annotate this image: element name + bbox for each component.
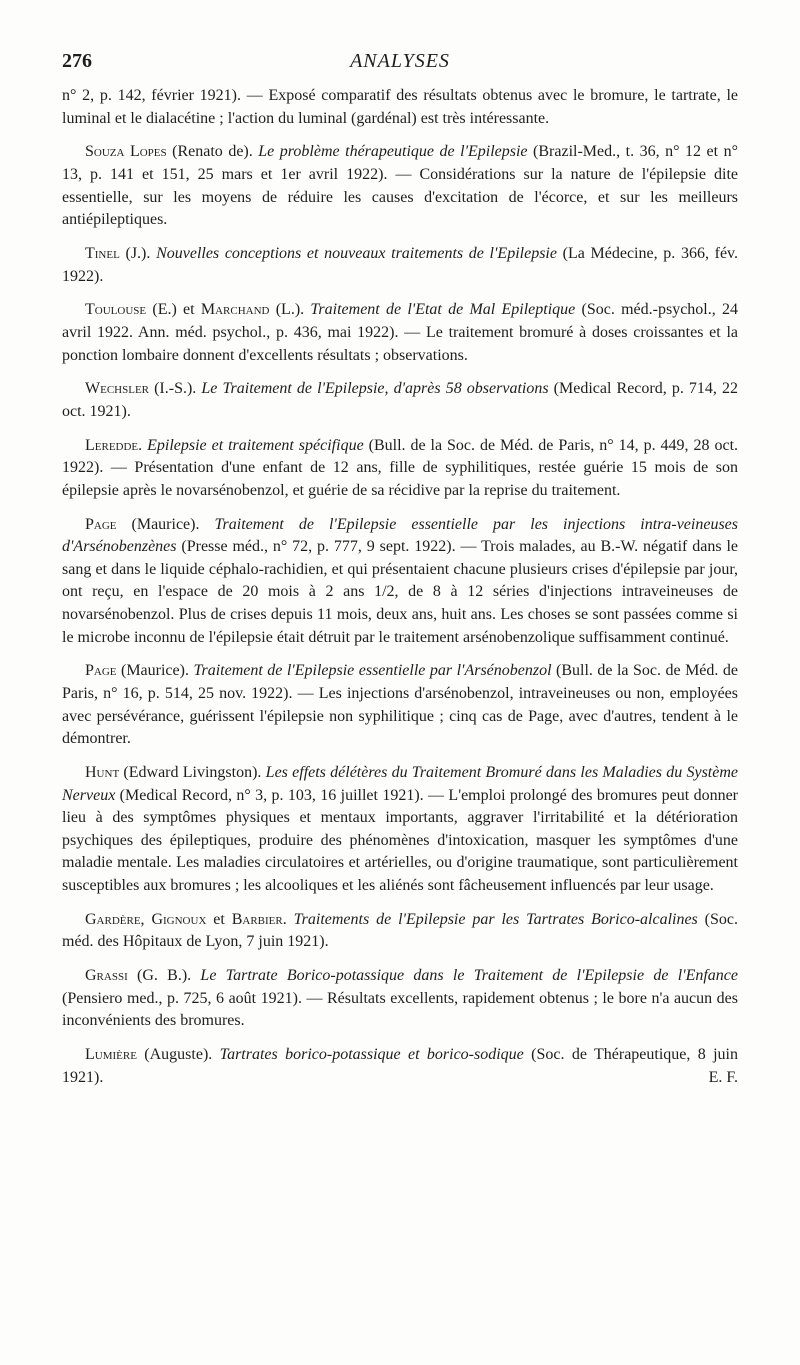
bibliography-entry bbox=[62, 965, 738, 1033]
bibliography-entry bbox=[62, 141, 738, 231]
entry-text: (La Médecine, p. 366, fév. 1922). bbox=[62, 244, 738, 285]
entry-author: Grassi bbox=[85, 967, 128, 985]
entry-name-part: (E.) et bbox=[146, 301, 201, 319]
bibliography-entry bbox=[62, 514, 738, 650]
entry-title: Nouvelles conceptions et nouveaux traitements de l'Epilepsie bbox=[156, 244, 557, 262]
entry-author: Wechsler bbox=[85, 380, 149, 398]
entry-title: Traitements de l'Epilepsie par les Tartrates Borico-alcalines bbox=[293, 910, 698, 928]
bibliography-entry bbox=[62, 762, 738, 898]
entry-author: Page bbox=[85, 515, 117, 533]
entry-text: (Medical Record, n° 3, p. 103, 16 juillet 1921). — L'emploi prolongé des bromures peut donner lieu à des symptômes physiques et mentaux importants, aggraver l'irritabilité et la détérioration psychiques des épileptiques, produire des phénomènes d'intoxication, masquer les symptômes d'une maladie mentale. Les maladies circulatoires et artérielles, ou d'origine traumatique, sont particulièrement susceptibles aux bromures ; les alcooliques et les aliénés sont fâcheusement influencés par leur usage. bbox=[62, 786, 738, 894]
entry-text: (Soc. méd.-psychol., 24 avril 1922. Ann. méd. psychol., p. 436, mai 1922). — Le traitement bromuré à doses croissantes et la ponction lombaire donnent d'excellents résultats ; observations. bbox=[62, 301, 738, 364]
entry-author: Toulouse bbox=[85, 301, 147, 319]
bibliography-entry bbox=[62, 909, 738, 954]
bibliography-list bbox=[62, 85, 738, 1100]
bibliography-entry bbox=[62, 660, 738, 750]
entry-title: Traitement de l'Epilepsie essentielle par les injections intra-veineuses d'Arsénobenzènes bbox=[62, 515, 738, 556]
entry-text: (Medical Record, p. 714, 22 oct. 1921). bbox=[62, 380, 739, 420]
entry-author: Gardère, Gignoux bbox=[85, 910, 207, 928]
entry-text: (Bull. de la Soc. de Méd. de Paris, n° 14, p. 449, 28 oct. 1922). — Présentation d'une enfant de 12 ans, fille de syphilitiques, restée guérie 15 mois de son épilepsie après le novarsénobenzol, et guérie de sa récidive par la reprise du traitement. bbox=[62, 436, 739, 499]
entry-name-part: (Maurice). bbox=[116, 662, 194, 680]
entry-author-2: Marchand bbox=[200, 301, 270, 319]
bibliography-entry bbox=[62, 1044, 738, 1089]
bibliography-entry bbox=[62, 435, 738, 503]
entry-title: Les effets délétères du Traitement Bromuré dans les Maladies du Système Nerveux bbox=[62, 763, 738, 804]
signature-initials: E. F. bbox=[708, 1068, 738, 1086]
running-title: ANALYSES bbox=[350, 50, 450, 72]
entry-text: (Pensiero med., p. 725, 6 août 1921). — Résultats excellents, rapidement obtenus ; le bore n'a aucun des inconvénients des bromures. bbox=[62, 989, 738, 1030]
bibliography-entry bbox=[62, 243, 738, 288]
entry-name-part: (Edward Livingston). bbox=[119, 763, 266, 781]
entry-author: Souza Lopes bbox=[85, 143, 167, 161]
entry-name-part: et bbox=[206, 910, 232, 928]
entry-name-part: (Renato de). bbox=[166, 143, 259, 161]
entry-title: Le Tartrate Borico-potassique dans le Traitement de l'Epilepsie de l'Enfance bbox=[200, 967, 739, 985]
entry-author: Page bbox=[85, 662, 117, 680]
entry-name-part: (Auguste). bbox=[136, 1046, 220, 1064]
entry-name-part: (G. B.). bbox=[127, 967, 201, 985]
entry-title: Traitement de l'Epilepsie essentielle par l'Arsénobenzol bbox=[193, 662, 552, 680]
entry-name-part: (Maurice). bbox=[116, 515, 215, 533]
entry-title: Epilepsie et traitement spécifique bbox=[147, 436, 364, 454]
entry-title: Traitement de l'Etat de Mal Epileptique bbox=[310, 301, 576, 319]
entry-name-part: (J.). bbox=[119, 244, 157, 262]
entry-text: (Soc. de Thérapeutique, 8 juin 1921). bbox=[62, 1046, 738, 1086]
entry-title: Tartrates borico-potassique et borico-sodique bbox=[219, 1046, 524, 1064]
entry-text: (Brazil-Med., t. 36, n° 12 et n° 13, p. 141 et 151, 25 mars et 1er avril 1922). — Considérations sur la nature de l'épilepsie dite essentielle, sur les moyens de réduire les causes d'excitation de l'écorce, et sur les meilleurs antiépileptiques. bbox=[62, 143, 738, 229]
entry-text: (Soc. méd. des Hôpitaux de Lyon, 7 juin 1921). bbox=[62, 910, 738, 951]
entry-title: Le Traitement de l'Epilepsie, d'après 58 observations bbox=[201, 380, 549, 398]
page-header bbox=[62, 50, 738, 76]
entry-author: Tinel bbox=[85, 244, 120, 262]
entry-author: Lumière bbox=[85, 1046, 137, 1064]
entry-author: Leredde. bbox=[85, 436, 143, 454]
bibliography-entry bbox=[62, 378, 738, 423]
entry-text: (Bull. de la Soc. de Méd. de Paris, n° 16, p. 514, 25 nov. 1922). — Les injections d'arsénobenzol, intraveineuses ou non, employées avec persévérance, guérissent l'épilepsie non syphilitique ; cinq cas de Page, avec d'autres, tendent à le démontrer. bbox=[62, 662, 738, 748]
entry-continuation bbox=[62, 85, 738, 130]
page-number: 276 bbox=[62, 50, 92, 72]
entry-title: Le problème thérapeutique de l'Epilepsie bbox=[258, 143, 528, 161]
entry-name-part: (I.-S.). bbox=[149, 380, 202, 398]
entry-text: n° 2, p. 142, février 1921). — Exposé comparatif des résultats obtenus avec le bromure, le tartrate, le luminal et le dialacétine ; l'action du luminal (gardénal) est très intéressante. bbox=[62, 87, 738, 127]
bibliography-entry bbox=[62, 299, 738, 367]
entry-author-2: Barbier. bbox=[231, 910, 287, 928]
entry-name-part-2: (L.). bbox=[269, 301, 311, 319]
entry-name-part-2 bbox=[287, 911, 294, 928]
entry-author: Hunt bbox=[85, 763, 120, 781]
entry-text: (Presse méd., n° 72, p. 777, 9 sept. 1922). — Trois malades, au B.-W. négatif dans le sang et dans le liquide céphalo-rachidien, et qui présentaient chacune plusieurs crises d'épilepsie par jour, ont reçu, en l'espace de 20 mois à 2 ans 1/2, de 8 à 12 séries d'injections intraveineuses de novarsénobenzol. Plus de crises depuis 11 mois, deux ans, huit ans. Les choses se sont passées comme si le microbe inconnu de l'épilepsie était détruit par le traitement arsénobenzolique suffisamment continué. bbox=[62, 538, 738, 646]
